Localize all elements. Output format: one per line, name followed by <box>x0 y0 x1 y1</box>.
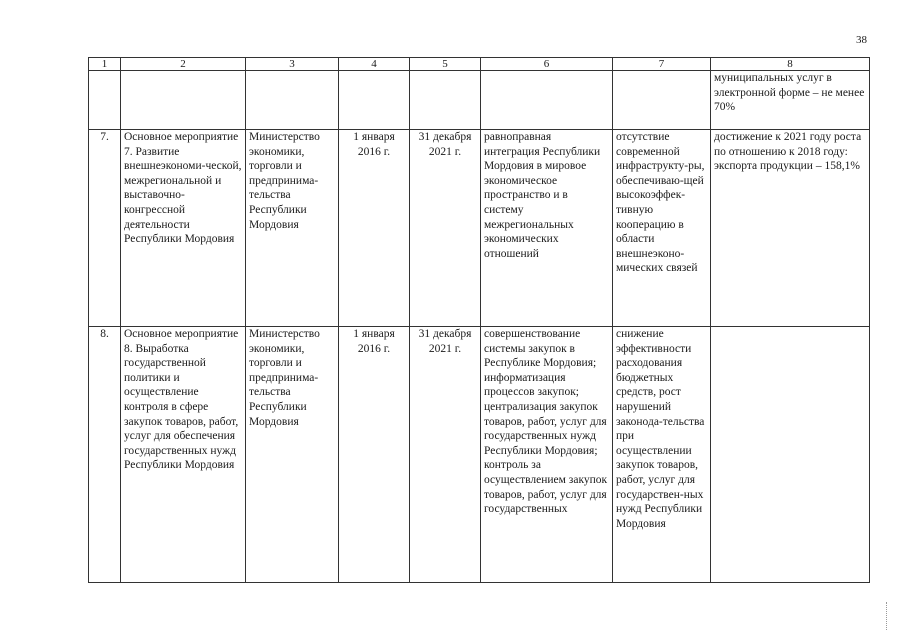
page-number: 38 <box>856 34 867 46</box>
header-cell: 3 <box>246 58 339 71</box>
executor: Министерство экономики, торговли и предпринима-тельства Республики Мордовия <box>246 327 339 583</box>
executor <box>246 71 339 130</box>
header-cell: 1 <box>89 58 121 71</box>
start-date <box>339 71 410 130</box>
header-cell: 4 <box>339 58 410 71</box>
non-implementation-consequence: снижение эффективности расходования бюджетных средств, рост нарушений законода-тельства при осуществлении закупок товаров, работ, услуг для государствен-ных нужд Республики Мордовия <box>613 327 711 583</box>
expected-result: совершенствование системы закупок в Республике Мордовия; информатизация процессов закупок; централизация закупок товаров, работ, услуг для государственных нужд Республики Мордовия; контроль за осуществлением закупок товаров, работ, услуг для государственных <box>481 327 613 583</box>
row-number: 7. <box>89 130 121 327</box>
indicator: достижение к 2021 году роста по отношению к 2018 году: экспорта продукции – 158,1% <box>711 130 870 327</box>
measures-table <box>88 57 870 583</box>
expected-result <box>481 71 613 130</box>
non-implementation-consequence: отсутствие современной инфраструкту-ры, обеспечиваю-щей высокоэффек-тивную кооперацию в области внешнеэконо-мических связей <box>613 130 711 327</box>
start-date: 1 января 2016 г. <box>339 130 410 327</box>
measure-name <box>121 71 246 130</box>
measure-name: Основное мероприятие 7. Развитие внешнеэкономи-ческой, межрегиональной и выставочно-конгрессной деятельности Республики Мордовия <box>121 130 246 327</box>
end-date: 31 декабря 2021 г. <box>410 327 481 583</box>
end-date: 31 декабря 2021 г. <box>410 130 481 327</box>
table-row <box>89 71 870 130</box>
expected-result: равноправная интеграция Республики Мордовия в мировое экономическое пространство и в систему межрегиональных экономических отношений <box>481 130 613 327</box>
executor: Министерство экономики, торговли и предпринима-тельства Республики Мордовия <box>246 130 339 327</box>
table-row <box>89 130 870 327</box>
header-cell: 7 <box>613 58 711 71</box>
start-date: 1 января 2016 г. <box>339 327 410 583</box>
non-implementation-consequence <box>613 71 711 130</box>
scan-artifact <box>886 602 889 630</box>
row-number <box>89 71 121 130</box>
header-cell: 6 <box>481 58 613 71</box>
indicator: муниципальных услуг в электронной форме – не менее 70% <box>711 71 870 130</box>
header-cell: 2 <box>121 58 246 71</box>
measure-name: Основное мероприятие 8. Выработка государственной политики и осуществление контроля в сфере закупок товаров, работ, услуг для обеспечения государственных нужд Республики Мордовия <box>121 327 246 583</box>
indicator <box>711 327 870 583</box>
header-cell: 5 <box>410 58 481 71</box>
header-cell: 8 <box>711 58 870 71</box>
row-number: 8. <box>89 327 121 583</box>
table-row <box>89 327 870 583</box>
end-date <box>410 71 481 130</box>
table-header-row <box>89 58 870 71</box>
